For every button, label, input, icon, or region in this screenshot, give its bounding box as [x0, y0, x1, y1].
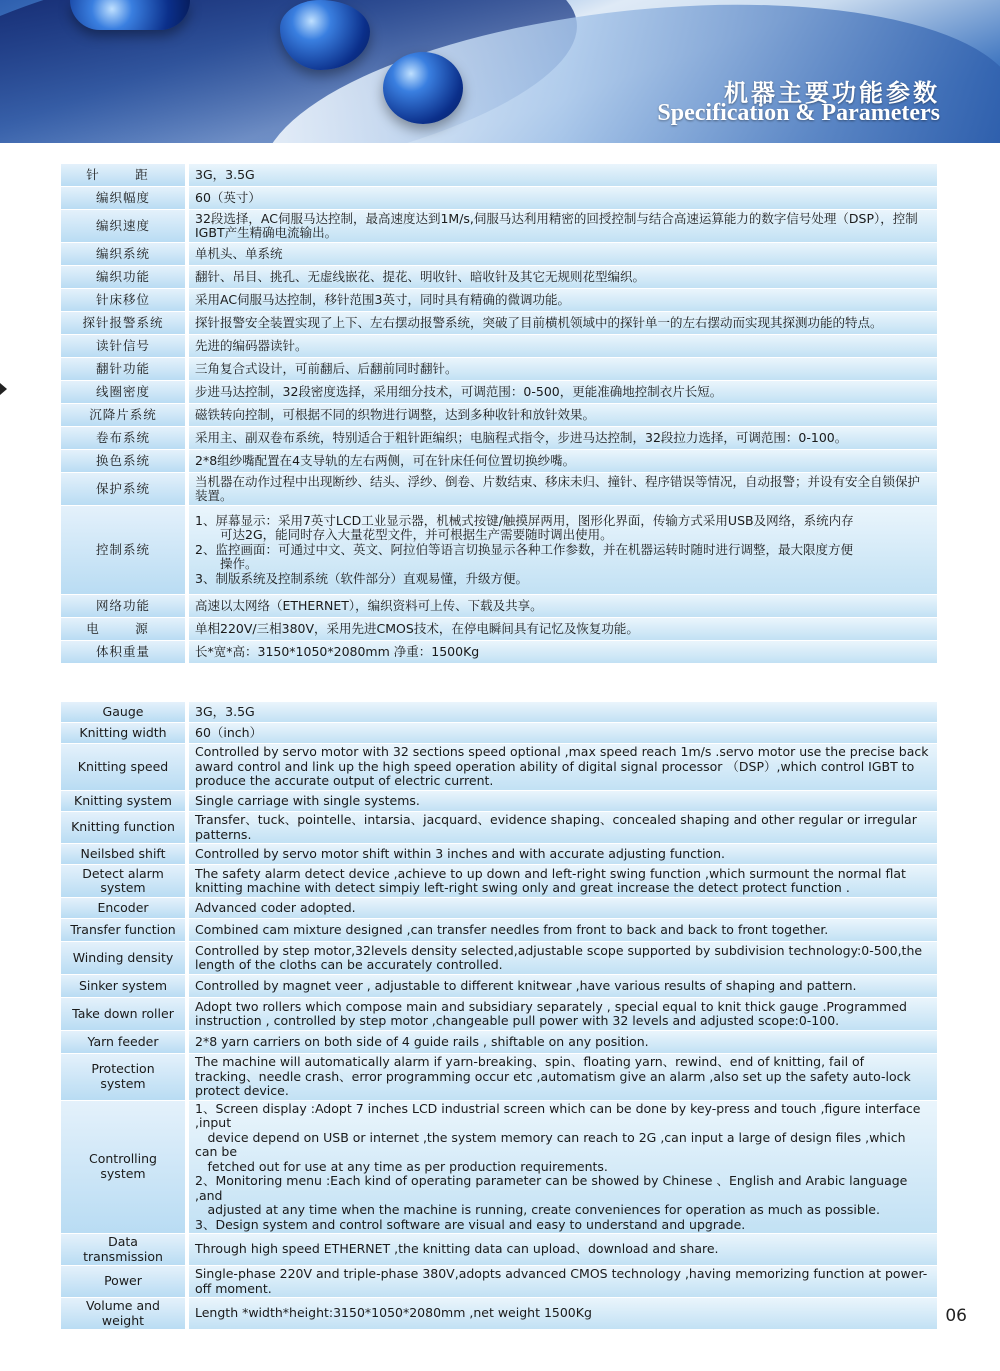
spec-value: 采用AC伺服马达控制，移针范围3英寸，同时具有精确的微调功能。	[189, 289, 937, 311]
spec-row	[61, 898, 937, 918]
spec-row	[61, 164, 937, 186]
spec-row	[61, 381, 937, 403]
spec-label: Knitting function	[61, 812, 189, 843]
spec-value: 探针报警安全装置实现了上下、左右摆动报警系统，突破了目前横机领域中的探针单一的左右摆动而实现其探测功能的特点。	[189, 312, 937, 334]
spec-row	[61, 975, 937, 997]
spec-row	[61, 998, 937, 1030]
spec-label: 探针报警系统	[61, 312, 189, 334]
spec-value: 高速以太网络（ETHERNET），编织资料可上传、下载及共享。	[189, 595, 937, 617]
spec-row	[61, 744, 937, 790]
spec-label: 沉降片系统	[61, 404, 189, 426]
spec-row	[61, 723, 937, 743]
spec-row	[61, 289, 937, 311]
spec-value: 3G，3.5G	[189, 702, 937, 722]
spec-value: 1、屏幕显示：采用7英寸LCD工业显示器，机械式按键/触摸屏两用，图形化界面，传输方式采用USB及网络，系统内存 可达2G，能同时存入大量花型文件，并可根据生产需要随时调出使用。 2、监控画面：可通过中文、英文、阿拉伯等语言切换显示各种工作参数，并在机器运转时随时进行调整，最大限度方便 操作。 3、制版系统及控制系统（软件部分）直观易懂，升级方便。	[189, 506, 937, 594]
spec-row	[61, 210, 937, 242]
spec-row	[61, 942, 937, 974]
spec-value: 60（英寸）	[189, 187, 937, 209]
page-title-zh: 机器主要功能参数	[724, 79, 940, 107]
spec-label: 编织功能	[61, 266, 189, 288]
spec-value: Controlled by servo motor shift within 3 inches and with accurate adjusting function.	[189, 844, 937, 864]
spec-label: 翻针功能	[61, 358, 189, 380]
spec-row	[61, 506, 937, 594]
spec-row	[61, 919, 937, 941]
spec-value: Controlled by servo motor with 32 sections speed optional ,max speed reach 1m/s .servo motor use the precise back award control and link up the high speed operation ability of digital signal processor （DSP）,which control IGBT to produce the accurate output of electric current.	[189, 744, 937, 790]
spec-row	[61, 865, 937, 897]
spec-value: 3G，3.5G	[189, 164, 937, 186]
spec-label: Sinker system	[61, 975, 189, 997]
water-drop-image	[70, 0, 190, 30]
spec-value: Length *width*height:3150*1050*2080mm ,net weight 1500Kg	[189, 1298, 937, 1329]
header-banner	[0, 0, 1000, 143]
spec-label: Transfer function	[61, 919, 189, 941]
spec-row	[61, 702, 937, 722]
spec-label: Volume and weight	[61, 1298, 189, 1329]
spec-row	[61, 450, 937, 472]
spec-label: Controlling system	[61, 1101, 189, 1234]
spec-row	[61, 1031, 937, 1053]
spec-row	[61, 312, 937, 334]
spec-row	[61, 243, 937, 265]
margin-arrow-marker	[0, 383, 7, 395]
spec-value: Through high speed ETHERNET ,the knitting data can upload、download and share.	[189, 1234, 937, 1265]
spec-table-english	[61, 701, 937, 1330]
spec-row	[61, 1054, 937, 1100]
page-number: 06	[945, 1306, 967, 1326]
spec-label: 编织速度	[61, 210, 189, 242]
spec-row	[61, 404, 937, 426]
spec-value: 32段选择，AC伺服马达控制，最高速度达到1M/s,伺服马达利用精密的回授控制与结合高速运算能力的数字信号处理（DSP），控制IGBT产生精确电流输出。	[189, 210, 937, 242]
spec-row	[61, 618, 937, 640]
spec-label: 针 距	[61, 164, 189, 186]
water-drop-image	[383, 52, 463, 124]
spec-label: 卷布系统	[61, 427, 189, 449]
spec-value: 磁铁转向控制，可根据不同的织物进行调整，达到多种收针和放针效果。	[189, 404, 937, 426]
spec-value: Single-phase 220V and triple-phase 380V,adopts advanced CMOS technology ,having memorizing function at power-off moment.	[189, 1266, 937, 1297]
spec-value: The machine will automatically alarm if yarn-breaking、spin、floating yarn、rewind、end of knitting, fail of tracking、needle crash、error programming occur etc ,automatism give an alarm ,also set up the safety auto-lock protect device.	[189, 1054, 937, 1100]
spec-row	[61, 473, 937, 505]
spec-label: 针床移位	[61, 289, 189, 311]
spec-row	[61, 1266, 937, 1297]
spec-label: Detect alarm system	[61, 865, 189, 897]
spec-row	[61, 358, 937, 380]
spec-value: 长*宽*高：3150*1050*2080mm 净重：1500Kg	[189, 641, 937, 663]
spec-label: Neilsbed shift	[61, 844, 189, 864]
spec-label: Winding density	[61, 942, 189, 974]
spec-label: 换色系统	[61, 450, 189, 472]
spec-label: 网络功能	[61, 595, 189, 617]
spec-label: Encoder	[61, 898, 189, 918]
spec-value: 2*8 yarn carriers on both side of 4 guide rails , shiftable on any position.	[189, 1031, 937, 1053]
spec-row	[61, 1234, 937, 1265]
spec-label: 保护系统	[61, 473, 189, 505]
spec-row	[61, 187, 937, 209]
spec-label: Knitting speed	[61, 744, 189, 790]
spec-row	[61, 335, 937, 357]
spec-row	[61, 844, 937, 864]
spec-label: Power	[61, 1266, 189, 1297]
spec-value: 60（inch）	[189, 723, 937, 743]
spec-value: Controlled by magnet veer , adjustable to different knitwear ,have various results of shaping and pattern.	[189, 975, 937, 997]
spec-label: Protection system	[61, 1054, 189, 1100]
spec-label: 线圈密度	[61, 381, 189, 403]
spec-label: 编织幅度	[61, 187, 189, 209]
spec-label: 体积重量	[61, 641, 189, 663]
spec-table-chinese	[61, 163, 937, 664]
spec-value: 三角复合式设计，可前翻后、后翻前同时翻针。	[189, 358, 937, 380]
spec-value: 单机头、单系统	[189, 243, 937, 265]
spec-label: 读针信号	[61, 335, 189, 357]
spec-row	[61, 1101, 937, 1234]
spec-value: 当机器在动作过程中出现断纱、结头、浮纱、倒卷、片数结束、移床未归、撞针、程序错误等情况，自动报警；并设有安全自锁保护装置。	[189, 473, 937, 505]
spec-value: The safety alarm detect device ,achieve to up down and left-right swing function ,which surmount the normal flat knitting machine with detect simpiy left-right swing only and great increase the detect protect function .	[189, 865, 937, 897]
spec-row	[61, 427, 937, 449]
spec-value: Single carriage with single systems.	[189, 791, 937, 811]
spec-value: 翻针、吊目、挑孔、无虚线嵌花、提花、明收针、暗收针及其它无规则花型编织。	[189, 266, 937, 288]
spec-value: 1、Screen display :Adopt 7 inches LCD industrial screen which can be done by key-press and touch ,figure interface ,input device depend on USB or internet ,the system memory can reach to 2G ,can input a large of design files ,which can be fetched out for use at any time as per production requirements. 2、Monitoring menu :Each kind of operating parameter can be showed by Chinese 、English and Arabic language ,and adjusted at any time when the machine is running, create conveniences for operation as much as possible. 3、Design system and control software are visual and easy to understand and upgrade.	[189, 1101, 937, 1234]
spec-label: 编织系统	[61, 243, 189, 265]
spec-label: Take down roller	[61, 998, 189, 1030]
spec-value: Advanced coder adopted.	[189, 898, 937, 918]
spec-value: 先进的编码器读针。	[189, 335, 937, 357]
spec-row	[61, 595, 937, 617]
spec-row	[61, 812, 937, 843]
spec-label: Yarn feeder	[61, 1031, 189, 1053]
spec-label: Knitting width	[61, 723, 189, 743]
spec-label: 电 源	[61, 618, 189, 640]
page-title-en: Specification & Parameters	[657, 100, 940, 126]
spec-row	[61, 266, 937, 288]
spec-row	[61, 791, 937, 811]
spec-value: 采用主、副双卷布系统，特别适合于粗针距编织；电脑程式指令，步进马达控制，32段拉力选择，可调范围：0-100。	[189, 427, 937, 449]
spec-label: Data transmission	[61, 1234, 189, 1265]
spec-value: Controlled by step motor,32levels density selected,adjustable scope supported by subdivision technology:0-500,the length of the cloths can be accurately controlled.	[189, 942, 937, 974]
spec-label: Knitting system	[61, 791, 189, 811]
spec-row	[61, 1298, 937, 1329]
spec-value: Adopt two rollers which compose main and subsidiary separately , special equal to knit thick gauge .Programmed instruction , controlled by step motor ,changeable pull power with 32 levels and adjusted scope:0-100.	[189, 998, 937, 1030]
spec-value: 步进马达控制，32段密度选择，采用细分技术，可调范围：0-500，更能准确地控制衣片长短。	[189, 381, 937, 403]
spec-value: 单相220V/三相380V，采用先进CMOS技术，在停电瞬间具有记忆及恢复功能。	[189, 618, 937, 640]
spec-value: 2*8组纱嘴配置在4支导轨的左右两侧，可在针床任何位置切换纱嘴。	[189, 450, 937, 472]
spec-value: Combined cam mixture designed ,can transfer needles from front to back and back to front together.	[189, 919, 937, 941]
spec-label: Gauge	[61, 702, 189, 722]
spec-label: 控制系统	[61, 506, 189, 594]
spec-value: Transfer、tuck、pointelle、intarsia、jacquard、evidence shaping、concealed shaping and other regular or irregular patterns.	[189, 812, 937, 843]
spec-row	[61, 641, 937, 663]
